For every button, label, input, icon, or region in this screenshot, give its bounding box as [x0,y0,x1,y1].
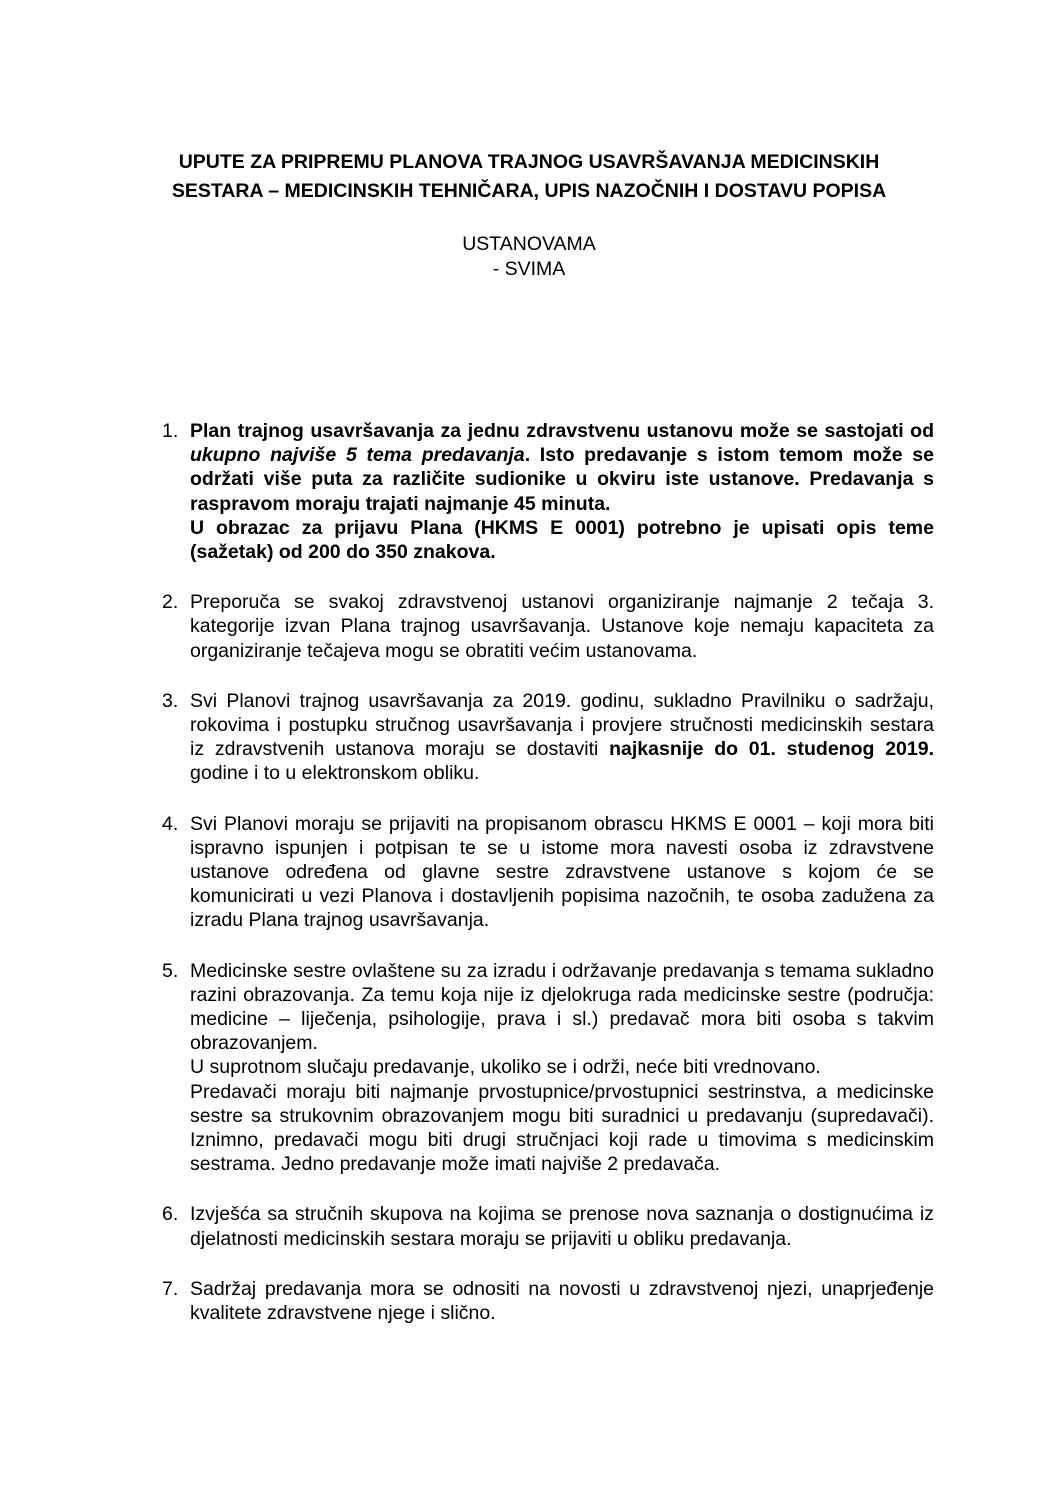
title-line-1: UPUTE ZA PRIPREMU PLANOVA TRAJNOG USAVRŠAVANJA MEDICINSKIH [178,151,880,173]
item-paragraph: Predavači moraju biti najmanje prvostupnice/prvostupnici sestrinstva, a medicinske sestre sa strukovnim obrazovanjem mogu biti suradnici u predavanju (supredavači). Iznimno, predavači mogu biti drugi stručnjaci koji rade u timovima s medicinskim sestrama. Jedno predavanje može imati najviše 2 predavača. [190,1080,934,1176]
item-number: 1. [162,420,179,442]
item-paragraph: Sadržaj predavanja mora se odnositi na novosti u zdravstvenoj njezi, unaprjeđenje kvalitete zdravstvene njege i slično. [190,1277,934,1325]
addressee-block [0,232,1058,282]
item-paragraph: Izvješća sa stručnih skupova na kojima se prenose nova saznanja o dostignućima iz djelatnosti medicinskih sestara moraju se prijaviti u obliku predavanja. [190,1203,934,1250]
addressee-line-1: USTANOVAMA [462,233,596,255]
item-paragraph: Preporuča se svakoj zdravstvenoj ustanovi organiziranje najmanje 2 tečaja 3. kategorije izvan Plana trajnog usavršavanja. Ustanove koje nemaju kapaciteta za organiziranje tečajeva mogu se obratiti većim ustanovama. [190,591,934,662]
item-paragraph [190,689,934,786]
item-text: godine i to u elektronskom obliku. [190,762,480,785]
title-line-2: SESTARA – MEDICINSKIH TEHNIČARA, UPIS NAZOČNIH I DOSTAVU POPISA [171,180,887,202]
item-text: Plan trajnog usavršavanja za jednu zdravstvenu ustanovu može se sastojati od [190,420,934,442]
item-emphasis: ukupno najviše 5 tema predavanja [190,444,525,467]
addressee-line-2: - SVIMA [492,258,566,280]
item-paragraph: U suprotnom slučaju predavanje, ukoliko se i održi, neće biti vrednovano. [190,1056,821,1079]
list-item [162,959,934,1177]
item-number: 3. [162,689,179,712]
item-text: . Isto predavanje s istom temom može se održati više puta za različite sudionike u okviru iste ustanove. Predavanja s raspravom moraju trajati najmanje 45 minuta. [190,444,934,515]
list-item [162,590,934,663]
item-paragraph: Medicinske sestre ovlaštene su za izradu i održavanje predavanja s temama sukladno razini obrazovanja. Za temu koja nije iz djelokruga rada medicinske sestre (područja: medicine – liječenja, psihologije, prava i sl.) predavač mora biti osoba s takvim obrazovanjem. [190,959,934,1055]
item-paragraph: U obrazac za prijavu Plana (HKMS E 0001) potrebno je upisati opis teme (sažetak) od 200 do 350 znakova. [190,516,934,564]
item-paragraph: Svi Planovi moraju se prijaviti na propisanom obrascu HKMS E 0001 – koji mora biti ispravno ispunjen i potpisan te se u istome mora navesti osoba iz zdravstvene ustanove određena od glavne sestre zdravstvene ustanove s kojom će se komunicirati u vezi Planova i dostavljenih popisima nazočnih, te osoba zadužena za izradu Plana trajnog usavršavanja. [190,812,934,932]
item-deadline: najkasnije do 01. studenog 2019. [609,738,934,761]
item-number: 4. [162,812,179,835]
list-item [162,1202,934,1250]
list-item [162,689,934,786]
item-number: 2. [162,591,179,614]
document-title [89,148,969,206]
item-text: Svi Planovi trajnog usavršavanja za 2019. godinu, sukladno Pravilniku o sadržaju, rokovima i postupku stručnog usavršavanja i provjere stručnosti medicinskih sestara iz zdravstvenih ustanova moraju se dostaviti [190,689,934,761]
item-number: 6. [162,1203,179,1226]
list-item [162,419,934,564]
instruction-list [162,419,934,1351]
item-paragraph [190,419,934,516]
list-item [162,1277,934,1325]
item-number: 5. [162,959,179,982]
item-number: 7. [162,1277,179,1300]
list-item [162,812,934,933]
